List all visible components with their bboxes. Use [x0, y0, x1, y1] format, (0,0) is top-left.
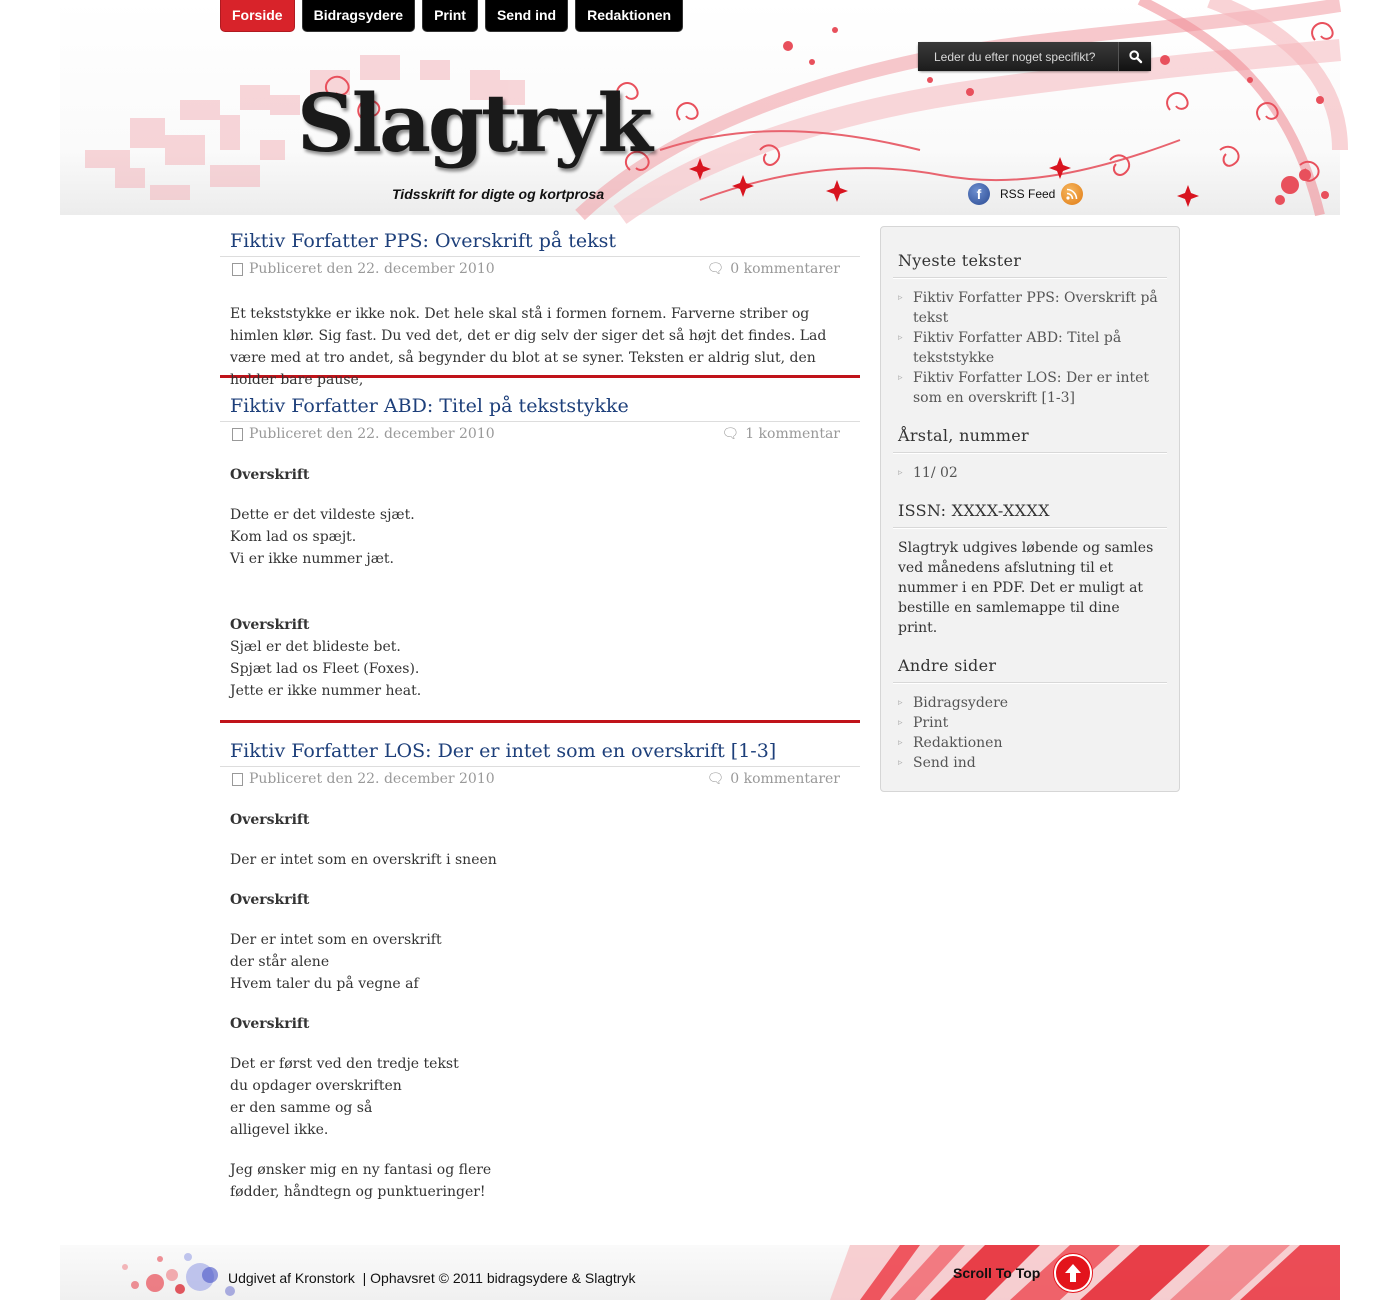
- sidebar-item-redaktionen[interactable]: ▹ Redaktionen: [898, 733, 1167, 753]
- widget-other-pages: [893, 656, 1167, 773]
- stanza: [230, 1159, 850, 1203]
- post-date: Publiceret den 22. december 2010: [249, 426, 495, 442]
- rss-icon[interactable]: [1061, 183, 1083, 205]
- sidebar-item-newest[interactable]: ▹ Fiktiv Forfatter PPS: Overskrift på tekst: [898, 288, 1167, 328]
- poem-line: du opdager overskriften: [230, 1078, 402, 1094]
- arrow-up-icon[interactable]: [1054, 1254, 1092, 1292]
- widget-year-number: [893, 426, 1167, 483]
- social-links: [968, 183, 1083, 205]
- document-icon: [232, 773, 243, 786]
- document-icon: [232, 263, 243, 276]
- header-floral-art: [60, 0, 1340, 215]
- sidebar-item-send-ind[interactable]: ▹ Send ind: [898, 753, 1167, 773]
- post-meta: [220, 421, 860, 446]
- issn-description: Slagtryk udgives løbende og samles ved månedens afslutning til et nummer i en PDF. Det er muligt at bestille en samlemappe til dine print.: [898, 540, 1154, 636]
- header: [60, 0, 1340, 215]
- sidebar-item-issue[interactable]: ▹ 11/ 02: [898, 463, 1167, 483]
- nav-item-redaktionen[interactable]: Redaktionen: [575, 0, 683, 32]
- search-box: [918, 42, 1151, 71]
- facebook-icon[interactable]: f: [968, 183, 990, 205]
- arrow-up-glyph-icon: [1064, 1263, 1082, 1283]
- poem-line: alligevel ikke.: [230, 1122, 329, 1138]
- comments-link[interactable]: 0 kommentarer: [730, 261, 840, 277]
- nav-item-send-ind[interactable]: Send ind: [485, 0, 568, 32]
- widget-title: Nyeste tekster: [893, 251, 1167, 278]
- site-tagline: Tidsskrift for digte og kortprosa: [392, 186, 605, 202]
- site-logo[interactable]: Slagtryk: [297, 76, 650, 170]
- poem-line: Dette er det vildeste sjæt.: [230, 507, 415, 523]
- poem-line: Det er først ved den tredje tekst: [230, 1056, 459, 1072]
- stanza: [230, 614, 850, 702]
- post: [220, 736, 860, 1233]
- poem-heading: Overskrift: [230, 617, 310, 633]
- poem-line: Jeg ønsker mig en ny fantasi og flere: [230, 1162, 492, 1178]
- sidebar-item-newest[interactable]: ▹ Fiktiv Forfatter LOS: Der er intet som en overskrift [1-3]: [898, 368, 1167, 408]
- footer-copyright: Udgivet af Kronstork | Ophavsret © 2011 bidragsydere & Slagtryk: [228, 1270, 636, 1286]
- comments-link[interactable]: 0 kommentarer: [730, 771, 840, 787]
- poem-line: er den samme og så: [230, 1100, 373, 1116]
- post-body: [220, 446, 860, 702]
- post-title[interactable]: Fiktiv Forfatter ABD: Titel på tekststykke: [230, 395, 629, 417]
- rss-feed-link[interactable]: RSS Feed: [1000, 187, 1056, 201]
- main-nav: [220, 0, 683, 32]
- main-content: [220, 226, 860, 1246]
- widget-title: ISSN: XXXX-XXXX: [893, 501, 1167, 528]
- search-button[interactable]: [1118, 42, 1151, 71]
- document-icon: [232, 428, 243, 441]
- sidebar-item-newest[interactable]: ▹ Fiktiv Forfatter ABD: Titel på tekststykke: [898, 328, 1167, 368]
- comments-link[interactable]: 1 kommentar: [745, 426, 840, 442]
- poem-line: der står alene: [230, 954, 330, 970]
- stanza: [230, 1053, 850, 1141]
- search-input[interactable]: [918, 42, 1118, 71]
- post-title[interactable]: Fiktiv Forfatter LOS: Der er intet som en overskrift [1-3]: [230, 740, 777, 762]
- poem-line: fødder, håndtegn og punktueringer!: [230, 1184, 486, 1200]
- poem-line: Jette er ikke nummer heat.: [230, 683, 422, 699]
- post-date: Publiceret den 22. december 2010: [249, 771, 495, 787]
- poem-line: Kom lad os spæjt.: [230, 529, 357, 545]
- poem-line: Der er intet som en overskrift: [230, 932, 442, 948]
- sidebar-item-print[interactable]: ▹ Print: [898, 713, 1167, 733]
- comment-icon: 🗨: [721, 426, 740, 442]
- poem-line: Der er intet som en overskrift i sneen: [230, 852, 497, 868]
- post-meta: [220, 256, 860, 281]
- comment-icon: 🗨: [706, 771, 725, 787]
- widget-newest-texts: [893, 251, 1167, 408]
- poem-heading: Overskrift: [230, 1016, 310, 1032]
- scroll-to-top-label[interactable]: Scroll To Top: [953, 1265, 1041, 1281]
- post-date: Publiceret den 22. december 2010: [249, 261, 495, 277]
- nav-item-forside[interactable]: Forside: [220, 0, 295, 32]
- post-body: [220, 791, 860, 1203]
- poem-heading: Overskrift: [230, 892, 310, 908]
- post: [220, 391, 860, 723]
- sidebar-item-bidragsydere[interactable]: ▹ Bidragsydere: [898, 693, 1167, 713]
- nav-item-print[interactable]: Print: [422, 0, 478, 32]
- rss-glyph-icon: [1066, 188, 1078, 200]
- search-icon: [1129, 50, 1142, 63]
- poem-heading: Overskrift: [230, 812, 310, 828]
- poem-line: Spjæt lad os Fleet (Foxes).: [230, 661, 420, 677]
- poem-line: Sjæl er det blideste bet.: [230, 639, 401, 655]
- scroll-to-top-button[interactable]: [953, 1254, 1092, 1292]
- comment-icon: 🗨: [706, 261, 725, 277]
- widget-issn: [893, 501, 1167, 638]
- poem-line: Vi er ikke nummer jæt.: [230, 551, 394, 567]
- sidebar: [880, 226, 1180, 792]
- nav-item-bidragsydere[interactable]: Bidragsydere: [302, 0, 415, 32]
- post-title[interactable]: Fiktiv Forfatter PPS: Overskrift på tekst: [230, 230, 617, 252]
- poem-line: Hvem taler du på vegne af: [230, 976, 419, 992]
- stanza: [230, 929, 850, 995]
- widget-title: Andre sider: [893, 656, 1167, 683]
- footer: [60, 1245, 1340, 1300]
- post-meta: [220, 766, 860, 791]
- widget-title: Årstal, nummer: [893, 426, 1167, 453]
- post-excerpt: Et tekststykke er ikke nok. Det hele skal stå i formen fornem. Farverne striber og himlen klør. Sig fast. Du ved det, det er dig selv der siger det så højt det findes. Lad være med at tro andet, så begynder du blot at se syner. Teksten er aldrig slut, den holder bare pause,: [230, 306, 827, 388]
- post: [220, 226, 860, 388]
- stanza: [230, 504, 850, 570]
- poem-heading: Overskrift: [230, 467, 310, 483]
